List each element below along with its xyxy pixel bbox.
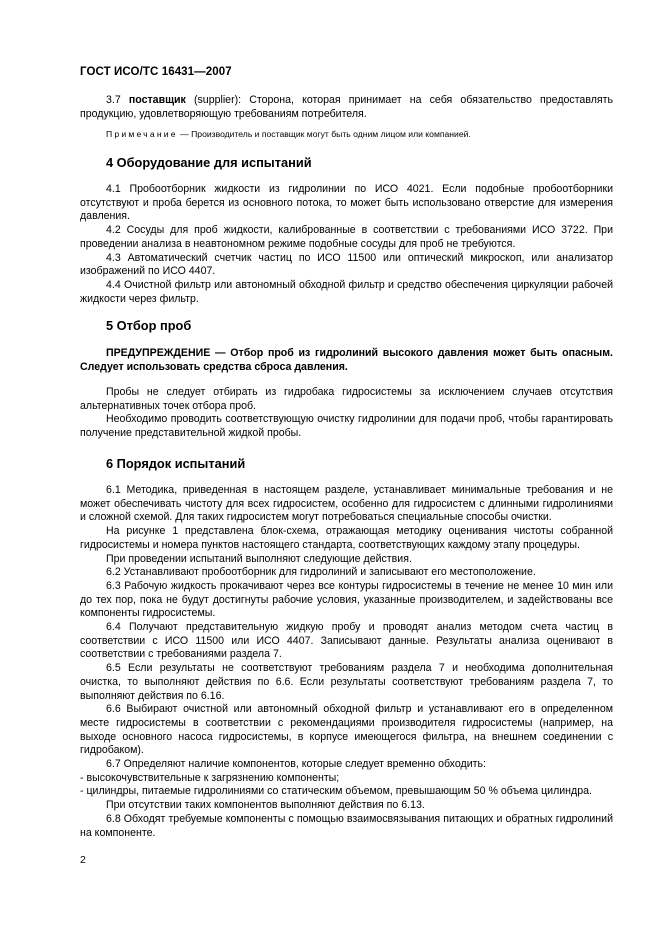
document-header: ГОСТ ИСО/ТС 16431—2007 bbox=[80, 66, 232, 78]
clause-4-3: 4.3 Автоматический счетчик частиц по ИСО 11500 или оптический микроскоп, или анализатор изображений по ИСО 4407. bbox=[80, 251, 613, 278]
no-components-paragraph: При отсутствии таких компонентов выполняют действия по 6.13. bbox=[106, 799, 425, 812]
clause-6-7: 6.7 Определяют наличие компонентов, которые следует временно обходить: bbox=[106, 758, 486, 771]
sampling-paragraph-2: Необходимо проводить соответствующую очистку гидролинии для подачи проб, чтобы гарантировать получение представительной жидкой пробы. bbox=[80, 413, 613, 440]
clause-6-4: 6.4 Получают представительную жидкую пробу и проводят анализ методом счета частиц в соответствии с ИСО 11500 или ИСО 4407. Записывают данные. Результаты анализа оценивают в соответствии с требованиями раздела 7. bbox=[80, 621, 613, 661]
clause-6-6: 6.6 Выбирают очистной или автономный обходной фильтр и устанавливают его в определенном месте гидросистемы в соответствии с рекомендациями производителя гидросистемы (например, на выходе основного насоса гидросистемы, в корпусе имеющегося фильтра, на внешнем соединении с гидробаком). bbox=[80, 703, 613, 757]
warning-text: ПРЕДУПРЕЖДЕНИЕ — Отбор проб из гидролиний высокого давления может быть опасным. Следует использовать средства сброса давления. bbox=[80, 347, 613, 373]
term-paragraph bbox=[80, 94, 613, 121]
section-5-heading: 5 Отбор проб bbox=[106, 318, 192, 333]
note-text: — Производитель и поставщик могут быть одним лицом или компанией. bbox=[177, 129, 471, 139]
term-definition-3-7 bbox=[80, 94, 613, 121]
clause-6-1: 6.1 Методика, приведенная в настоящем разделе, устанавливает минимальные требования и не может обеспечивать чистоту для всех гидросистем, особенно для гидросистем с длинными гидролиниями и сложной схемой. Для таких гидросистем могут потребоваться специальные способы очистки. bbox=[80, 484, 613, 524]
note bbox=[106, 128, 613, 140]
note-label: Примечание bbox=[106, 129, 178, 139]
section-6-heading: 6 Порядок испытаний bbox=[106, 456, 246, 471]
clause-number: 3.7 bbox=[106, 94, 121, 106]
section-4-heading: 4 Оборудование для испытаний bbox=[106, 155, 312, 170]
page-number: 2 bbox=[80, 854, 86, 866]
clause-6-8: 6.8 Обходят требуемые компоненты с помощью взаимосвязывания питающих и обратных гидролиний на компоненте. bbox=[80, 812, 613, 839]
term-text: (supplier): Сторона, которая принимает на себя обязательство предоставлять продукцию, удовлетворяющую требованиям потребителя. bbox=[80, 94, 613, 120]
clause-4-2: 4.2 Сосуды для проб жидкости, калиброванные в соответствии с требованиями ИСО 3722. При проведении анализа в неавтономном режиме подобные сосуды для проб не требуются. bbox=[80, 224, 613, 250]
list-item-sensitive-components: - высокочувствительные к загрязнению компоненты; bbox=[80, 771, 340, 784]
procedure-intro: При проведении испытаний выполняют следующие действия. bbox=[106, 552, 412, 565]
clause-6-2: 6.2 Устанавливают пробоотборник для гидролиний и записывают его местоположение. bbox=[106, 566, 536, 579]
clause-6-3: 6.3 Рабочую жидкость прокачивают через все контуры гидросистемы в течение не менее 10 мин или до тех пор, пока не будут достигнуты рабочие условия, указанные производителем, и задействованы все компоненты гидросистемы. bbox=[80, 579, 613, 620]
section-5-body bbox=[80, 386, 613, 441]
figure-reference-paragraph: На рисунке 1 представлена блок-схема, отражающая методику оценивания чистоты собранной гидросистемы и номера пунктов настоящего стандарта, соответствующих каждому этапу процедуры. bbox=[80, 525, 613, 551]
clause-4-1: 4.1 Пробоотборник жидкости из гидролинии по ИСО 4021. Если подобные пробоотборники отсутствуют и проба берется из основного потока, то может быть использовано отверстие для измерения давления. bbox=[80, 183, 613, 223]
section-6-body bbox=[80, 484, 613, 840]
term-name: поставщик bbox=[128, 94, 186, 106]
section-4-body bbox=[80, 183, 613, 306]
list-item-cylinders: - цилиндры, питаемые гидролиниями со статическим объемом, превышающим 50 % объема цилиндра. bbox=[80, 785, 592, 798]
clause-6-5: 6.5 Если результаты не соответствуют требованиям раздела 7 и необходима дополнительная очистка, то выполняют действия по 6.6. Если результаты соответствуют требованиям раздела 7, то выполняют действия по 6.16. bbox=[80, 662, 613, 702]
section-5-warning bbox=[80, 347, 613, 374]
clause-4-4: 4.4 Очистной фильтр или автономный обходной фильтр и средство обеспечения циркуляции рабочей жидкости через фильтр. bbox=[80, 278, 613, 305]
sampling-paragraph-1: Пробы не следует отбирать из гидробака гидросистемы за исключением случаев отсутствия альтернативных точек отбора проб. bbox=[80, 386, 613, 412]
